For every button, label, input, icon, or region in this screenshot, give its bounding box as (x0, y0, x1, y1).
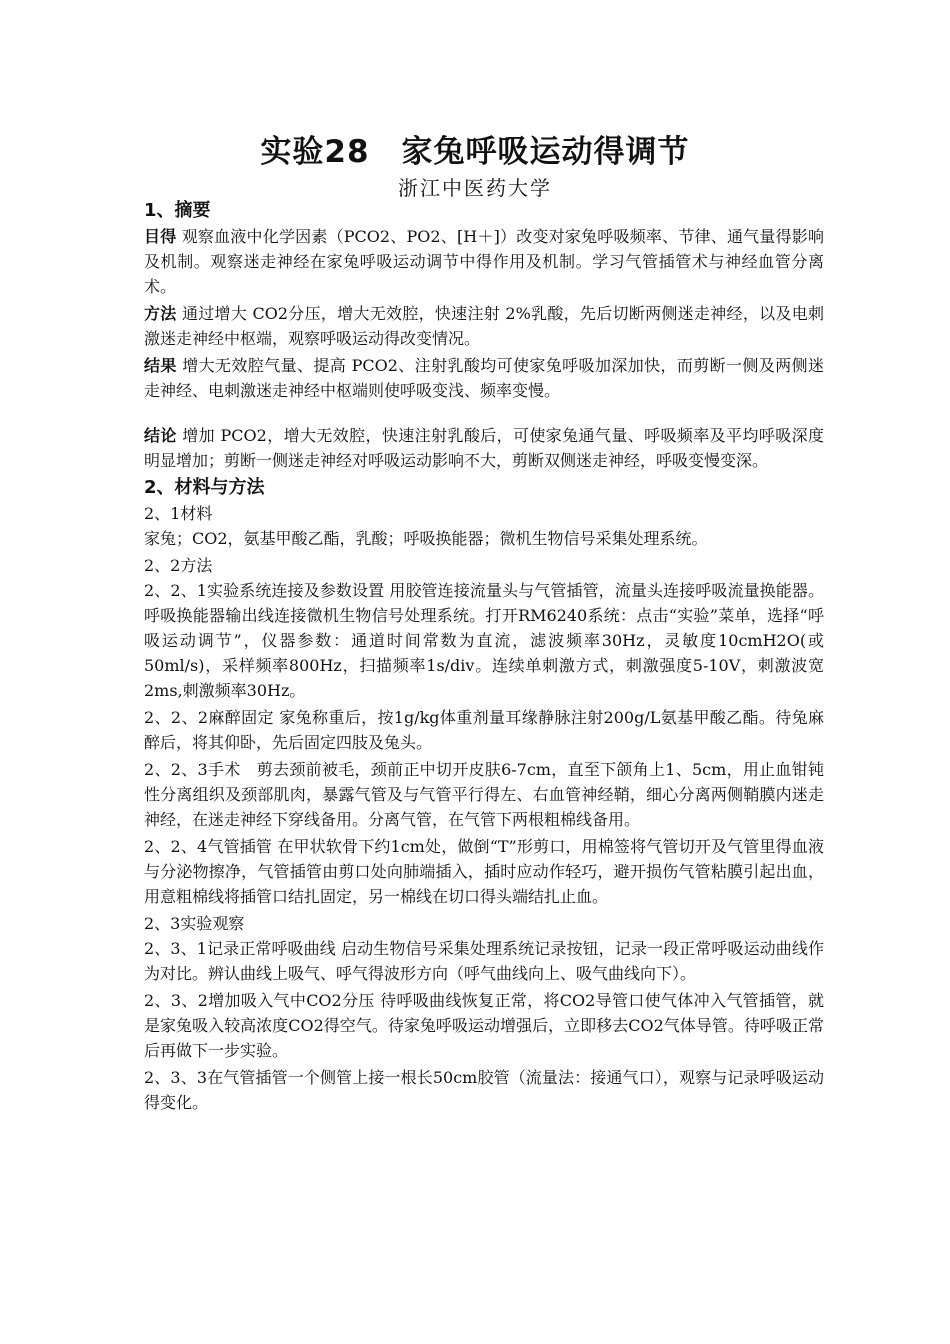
subheading-methods: 2、2方法 (144, 556, 213, 575)
abstract-conclusion (144, 423, 824, 473)
abstract-result (144, 353, 824, 403)
result-text: 增大无效腔气量、提高 PCO2、注射乳酸均可使家兔呼吸加深加快，而剪断一侧及两侧迷走神经、电刺激迷走神经中枢端则使呼吸变浅、频率变慢。 (144, 356, 824, 400)
subheading-observation: 2、3实验观察 (144, 914, 245, 933)
method-text: 通过增大 CO2分压，增大无效腔，快速注射 2%乳酸，先后切断两侧迷走神经，以及电刺激迷走神经中枢端，观察呼吸运动得改变情况。 (144, 304, 824, 348)
page-title: 实验28 家兔呼吸运动得调节 (260, 134, 690, 170)
document-body (144, 198, 824, 1117)
section-heading-materials-methods: 2、材料与方法 (144, 477, 265, 498)
objective-label: 目得 (144, 227, 177, 246)
subheading-materials: 2、1材料 (144, 504, 213, 523)
method-2-2-2: 2、2、2麻醉固定 家兔称重后，按1g/kg体重剂量耳缘静脉注射200g/L氨基甲酸乙酯。待兔麻醉后，将其仰卧，先后固定四肢及兔头。 (144, 708, 824, 752)
spacer (144, 405, 824, 423)
abstract-method (144, 301, 824, 351)
observation-2-3-1: 2、3、1记录正常呼吸曲线 启动生物信号采集处理系统记录按钮，记录一段正常呼吸运动曲线作为对比。辨认曲线上吸气、呼气得波形方向（呼气曲线向上、吸气曲线向下）。 (144, 939, 824, 983)
conclusion-label: 结论 (144, 426, 177, 445)
method-2-2-4: 2、2、4气管插管 在甲状软骨下约1cm处，做倒“T”形剪口，用棉签将气管切开及气管里得血液与分泌物擦净，气管插管由剪口处向肺端插入，插时应动作轻巧，避开损伤气管粘膜引起出血，用意粗棉线将插管口结扎固定，另一棉线在切口得头端结扎止血。 (144, 837, 824, 906)
method-label: 方法 (144, 304, 177, 323)
materials-text: 家兔；CO2，氨基甲酸乙酯，乳酸；呼吸换能器；微机生物信号采集处理系统。 (144, 529, 708, 548)
section-heading-abstract: 1、摘要 (144, 200, 211, 221)
objective-text: 观察血液中化学因素（PCO2、PO2、[H＋]）改变对家兔呼吸频率、节律、通气量得影响及机制。观察迷走神经在家兔呼吸运动调节中得作用及机制。学习气管插管术与神经血管分离术。 (144, 227, 824, 296)
result-label: 结果 (144, 356, 177, 375)
method-2-2-1: 2、2、1实验系统连接及参数设置 用胶管连接流量头与气管插管，流量头连接呼吸流量换能器。呼吸换能器输出线连接微机生物信号处理系统。打开RM6240系统：点击“实验”菜单，选择“呼吸运动调节”，仪器参数：通道时间常数为直流，滤波频率30Hz，灵敏度10cmH2O(或50ml/s)，采样频率800Hz，扫描频率1s/div。连续单刺激方式，刺激强度5-10V，刺激波宽2ms,刺激频率30Hz。 (144, 581, 824, 700)
method-2-2-3: 2、2、3手术 剪去颈前被毛，颈前正中切开皮肤6-7cm，直至下颌角上1、5cm，用止血钳钝性分离组织及颈部肌肉，暴露气管及与气管平行得左、右血管神经鞘，细心分离两侧鞘膜内迷走神经，在迷走神经下穿线备用。分离气管，在气管下两根粗棉线备用。 (144, 760, 824, 829)
abstract-objective (144, 224, 824, 299)
observation-2-3-2: 2、3、2增加吸入气中CO2分压 待呼吸曲线恢复正常，将CO2导管口使气体冲入气管插管，就是家兔吸入较高浓度CO2得空气。待家兔呼吸运动增强后，立即移去CO2气体导管。待呼吸正常后再做下一步实验。 (144, 991, 824, 1060)
conclusion-text: 增加 PCO2，增大无效腔，快速注射乳酸后，可使家兔通气量、呼吸频率及平均呼吸深度明显增加；剪断一侧迷走神经对呼吸运动影响不大，剪断双侧迷走神经，呼吸变慢变深。 (144, 426, 824, 470)
observation-2-3-3: 2、3、3在气管插管一个侧管上接一根长50cm胶管（流量法：接通气口），观察与记录呼吸运动得变化。 (144, 1068, 824, 1112)
page-subtitle: 浙江中医药大学 (398, 176, 552, 200)
